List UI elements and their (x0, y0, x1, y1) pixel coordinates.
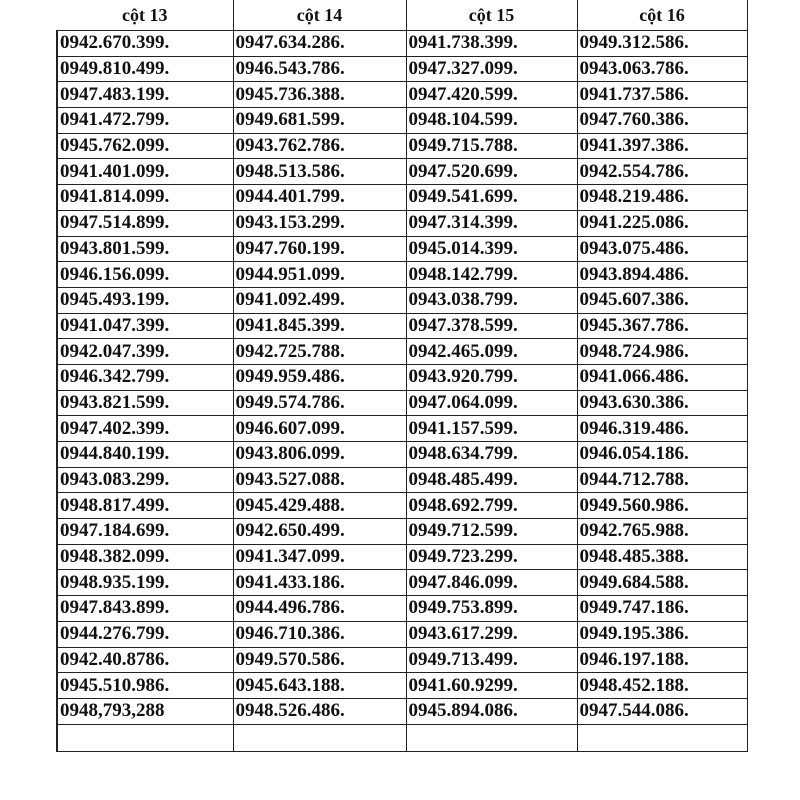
table-cell[interactable]: 0945.493.199. (57, 287, 233, 313)
table-row (57, 210, 747, 236)
table-cell[interactable]: 0941.047.399. (57, 313, 233, 339)
table-cell[interactable]: 0941.397.386. (577, 133, 747, 159)
table-cell[interactable]: 0947.064.099. (406, 390, 577, 416)
table-cell[interactable]: 0942.725.788. (233, 339, 406, 365)
table-cell[interactable]: 0943.153.299. (233, 210, 406, 236)
table-row (57, 596, 747, 622)
table-cell[interactable]: 0945.762.099. (57, 133, 233, 159)
table-cell[interactable]: 0944.401.799. (233, 185, 406, 211)
table-cell[interactable]: 0941.60.9299. (406, 673, 577, 699)
table-row (57, 159, 747, 185)
table-cell[interactable]: 0942.465.099. (406, 339, 577, 365)
phone-number-table (56, 0, 748, 752)
column-header: cột 16 (577, 0, 747, 31)
table-cell[interactable]: 0949.712.599. (406, 519, 577, 545)
table-row (57, 339, 747, 365)
table-cell[interactable]: 0945.510.986. (57, 673, 233, 699)
table-cell[interactable]: 0947.514.899. (57, 210, 233, 236)
table-cell[interactable] (577, 724, 747, 751)
table-row (57, 185, 747, 211)
table-cell[interactable]: 0946.607.099. (233, 416, 406, 442)
table-cell[interactable]: 0948.485.499. (406, 467, 577, 493)
table-cell[interactable]: 0942.554.786. (577, 159, 747, 185)
table-cell[interactable]: 0949.541.699. (406, 185, 577, 211)
table-row (57, 390, 747, 416)
table-cell[interactable]: 0943.617.299. (406, 621, 577, 647)
table-cell[interactable]: 0942.047.399. (57, 339, 233, 365)
header-row (57, 0, 747, 31)
table-cell[interactable]: 0947.378.599. (406, 313, 577, 339)
table-cell[interactable]: 0947.520.699. (406, 159, 577, 185)
table-cell[interactable]: 0947.420.599. (406, 82, 577, 108)
table-row (57, 519, 747, 545)
table-row (57, 236, 747, 262)
table-row (57, 108, 747, 134)
table-cell[interactable]: 0949.570.586. (233, 647, 406, 673)
column-header: cột 14 (233, 0, 406, 31)
table-row (57, 698, 747, 724)
table-row (57, 262, 747, 288)
table-cell[interactable]: 0944.951.099. (233, 262, 406, 288)
column-header: cột 13 (57, 0, 233, 31)
table-cell[interactable]: 0946.319.486. (577, 416, 747, 442)
table-cell[interactable]: 0948.817.499. (57, 493, 233, 519)
table-cell[interactable]: 0945.014.399. (406, 236, 577, 262)
table-cell[interactable]: 0945.429.488. (233, 493, 406, 519)
table-cell[interactable]: 0943.801.599. (57, 236, 233, 262)
table-cell[interactable]: 0941.066.486. (577, 364, 747, 390)
table-cell[interactable]: 0948.692.799. (406, 493, 577, 519)
table-cell[interactable]: 0948.219.486. (577, 185, 747, 211)
table-cell[interactable]: 0947.634.286. (233, 31, 406, 57)
table-row (57, 544, 747, 570)
spreadsheet (56, 0, 746, 752)
table-cell[interactable]: 0949.713.499. (406, 647, 577, 673)
table-cell[interactable]: 0945.367.786. (577, 313, 747, 339)
table-row (57, 133, 747, 159)
table-body (57, 31, 747, 752)
table-cell[interactable]: 0941.225.086. (577, 210, 747, 236)
table-cell[interactable]: 0948.634.799. (406, 442, 577, 468)
table-cell[interactable]: 0941.845.399. (233, 313, 406, 339)
table-cell[interactable]: 0941.433.186. (233, 570, 406, 596)
table-cell[interactable]: 0949.684.588. (577, 570, 747, 596)
table-row (57, 467, 747, 493)
table-cell[interactable]: 0949.959.486. (233, 364, 406, 390)
table-cell[interactable]: 0944.712.788. (577, 467, 747, 493)
table-cell[interactable]: 0949.747.186. (577, 596, 747, 622)
table-cell[interactable]: 0946.054.186. (577, 442, 747, 468)
table-cell[interactable]: 0941.737.586. (577, 82, 747, 108)
table-cell[interactable]: 0947.846.099. (406, 570, 577, 596)
table-cell[interactable]: 0947.327.099. (406, 56, 577, 82)
table-row (57, 724, 747, 751)
table-cell[interactable]: 0948.382.099. (57, 544, 233, 570)
table-cell[interactable]: 0943.630.386. (577, 390, 747, 416)
table-cell[interactable]: 0945.894.086. (406, 698, 577, 724)
table-cell[interactable] (233, 724, 406, 751)
table-cell[interactable]: 0946.710.386. (233, 621, 406, 647)
table-row (57, 493, 747, 519)
table-cell[interactable]: 0949.681.599. (233, 108, 406, 134)
table-row (57, 647, 747, 673)
table-cell[interactable]: 0941.814.099. (57, 185, 233, 211)
table-cell[interactable]: 0949.715.788. (406, 133, 577, 159)
table-cell[interactable]: 0943.075.486. (577, 236, 747, 262)
table-cell[interactable]: 0946.543.786. (233, 56, 406, 82)
table-cell[interactable]: 0947.402.399. (57, 416, 233, 442)
table-cell[interactable]: 0943.806.099. (233, 442, 406, 468)
table-cell[interactable] (57, 724, 233, 751)
table-cell[interactable]: 0948.935.199. (57, 570, 233, 596)
table-cell[interactable]: 0941.472.799. (57, 108, 233, 134)
table-cell[interactable]: 0946.197.188. (577, 647, 747, 673)
table-row (57, 313, 747, 339)
table-cell[interactable]: 0948.526.486. (233, 698, 406, 724)
table-cell[interactable]: 0941.347.099. (233, 544, 406, 570)
table-cell[interactable]: 0949.574.786. (233, 390, 406, 416)
table-cell[interactable]: 0943.762.786. (233, 133, 406, 159)
table-cell[interactable]: 0949.723.299. (406, 544, 577, 570)
table-cell[interactable]: 0941.157.599. (406, 416, 577, 442)
table-cell[interactable]: 0943.894.486. (577, 262, 747, 288)
table-cell[interactable]: 0948.104.599. (406, 108, 577, 134)
table-cell[interactable]: 0945.607.386. (577, 287, 747, 313)
table-cell[interactable]: 0948.452.188. (577, 673, 747, 699)
table-cell[interactable]: 0944.496.786. (233, 596, 406, 622)
table-row (57, 31, 747, 57)
table-cell[interactable]: 0944.840.199. (57, 442, 233, 468)
table-cell[interactable]: 0949.810.499. (57, 56, 233, 82)
table-cell[interactable]: 0943.527.088. (233, 467, 406, 493)
table-cell[interactable] (406, 724, 577, 751)
table-row (57, 621, 747, 647)
table-row (57, 673, 747, 699)
table-cell[interactable]: 0947.544.086. (577, 698, 747, 724)
table-row (57, 442, 747, 468)
table-cell[interactable]: 0943.920.799. (406, 364, 577, 390)
table-cell[interactable]: 0949.753.899. (406, 596, 577, 622)
table-cell[interactable]: 0949.312.586. (577, 31, 747, 57)
table-cell[interactable]: 0948.485.388. (577, 544, 747, 570)
table-cell[interactable]: 0944.276.799. (57, 621, 233, 647)
table-cell[interactable]: 0943.038.799. (406, 287, 577, 313)
table-cell[interactable]: 0941.401.099. (57, 159, 233, 185)
table-cell[interactable]: 0948.724.986. (577, 339, 747, 365)
column-header: cột 15 (406, 0, 577, 31)
table-row (57, 82, 747, 108)
table-cell[interactable]: 0948.142.799. (406, 262, 577, 288)
table-cell[interactable]: 0942.40.8786. (57, 647, 233, 673)
table-row (57, 364, 747, 390)
table-row (57, 287, 747, 313)
table-cell[interactable]: 0942.670.399. (57, 31, 233, 57)
table-cell[interactable]: 0947.760.386. (577, 108, 747, 134)
table-cell[interactable]: 0945.643.188. (233, 673, 406, 699)
table-cell[interactable]: 0947.843.899. (57, 596, 233, 622)
table-cell[interactable]: 0948.513.586. (233, 159, 406, 185)
table-cell[interactable]: 0947.483.199. (57, 82, 233, 108)
table-cell[interactable]: 0947.184.699. (57, 519, 233, 545)
table-cell[interactable]: 0946.342.799. (57, 364, 233, 390)
table-cell[interactable]: 0943.821.599. (57, 390, 233, 416)
table-cell[interactable]: 0949.195.386. (577, 621, 747, 647)
table-row (57, 416, 747, 442)
table-cell[interactable]: 0942.650.499. (233, 519, 406, 545)
table-cell[interactable]: 0941.092.499. (233, 287, 406, 313)
table-cell[interactable]: 0946.156.099. (57, 262, 233, 288)
table-cell[interactable]: 0941.738.399. (406, 31, 577, 57)
table-cell[interactable]: 0943.083.299. (57, 467, 233, 493)
table-cell[interactable]: 0949.560.986. (577, 493, 747, 519)
table-cell[interactable]: 0948,793,288 (57, 698, 233, 724)
table-cell[interactable]: 0947.760.199. (233, 236, 406, 262)
table-cell[interactable]: 0945.736.388. (233, 82, 406, 108)
table-row (57, 56, 747, 82)
table-cell[interactable]: 0942.765.988. (577, 519, 747, 545)
table-cell[interactable]: 0943.063.786. (577, 56, 747, 82)
table-row (57, 570, 747, 596)
table-cell[interactable]: 0947.314.399. (406, 210, 577, 236)
